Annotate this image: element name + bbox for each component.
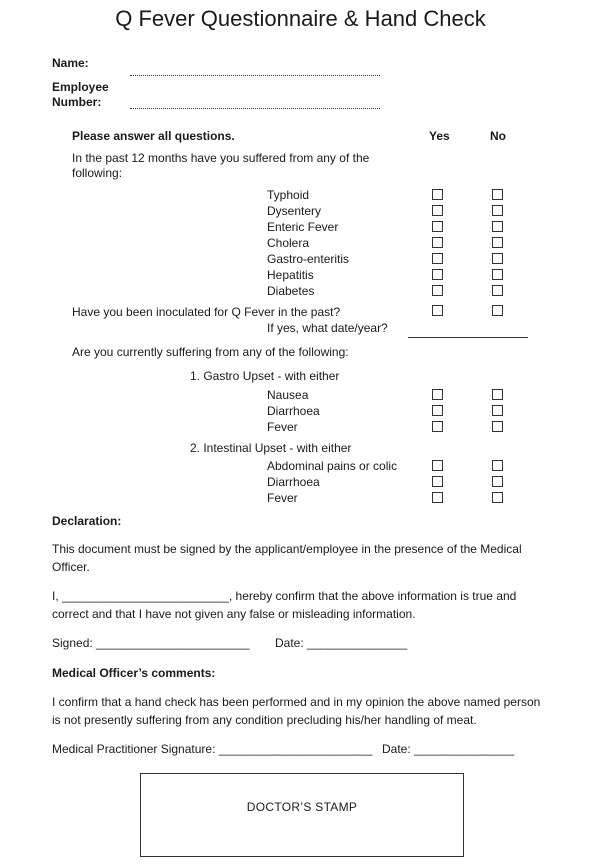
declaration-heading: Declaration: [52,514,122,528]
name-label: Name: [52,56,89,70]
no-checkbox[interactable] [492,253,503,264]
condition-label: Diabetes [267,284,315,298]
symptom-label: Fever [267,420,298,434]
question-3-group-1: 1. Gastro Upset - with either [190,369,340,383]
no-checkbox[interactable] [492,285,503,296]
no-checkbox[interactable] [492,421,503,432]
no-checkbox[interactable] [492,476,503,487]
date-year-field[interactable] [408,337,528,338]
yes-checkbox[interactable] [432,405,443,416]
question-1-line2: following: [72,166,123,180]
question-3-group-2: 2. Intestinal Upset - with either [190,441,352,455]
yes-column-header: Yes [429,129,450,143]
symptom-label: Diarrhoea [267,475,320,489]
no-checkbox[interactable] [492,205,503,216]
symptom-label: Nausea [267,388,309,402]
yes-checkbox[interactable] [432,492,443,503]
officer-comments-heading: Medical Officer’s comments: [52,666,216,680]
question-3: Are you currently suffering from any of the following: [72,345,349,359]
declaration-text-line1: This document must be signed by the applicant/employee in the presence of the Medical [52,542,522,556]
question-2-followup: If yes, what date/year? [267,321,388,335]
practitioner-signature-field[interactable]: Medical Practitioner Signature: _______________________ [52,742,373,756]
condition-label: Hepatitis [267,268,314,282]
doctors-stamp-label: DOCTOR’S STAMP [246,800,358,814]
symptom-label: Fever [267,491,298,505]
yes-checkbox[interactable] [432,269,443,280]
yes-checkbox[interactable] [432,221,443,232]
no-checkbox[interactable] [492,221,503,232]
yes-checkbox[interactable] [432,189,443,200]
no-checkbox[interactable] [492,237,503,248]
officer-text-line1: I confirm that a hand check has been performed and in my opinion the above named person [52,695,541,709]
condition-label: Cholera [267,236,310,250]
confirmation-line2: correct and that I have not given any false or misleading information. [52,607,416,621]
no-checkbox[interactable] [492,189,503,200]
condition-label: Enteric Fever [267,220,339,234]
yes-checkbox[interactable] [432,476,443,487]
yes-checkbox[interactable] [432,305,443,316]
yes-checkbox[interactable] [432,205,443,216]
no-checkbox[interactable] [492,389,503,400]
condition-label: Typhoid [267,188,310,202]
yes-checkbox[interactable] [432,237,443,248]
name-field[interactable] [130,75,380,76]
yes-checkbox[interactable] [432,285,443,296]
doctors-stamp-box [140,773,464,857]
practitioner-date-field[interactable]: Date: _______________ [382,742,515,756]
employee-label-line2: Number: [52,95,102,109]
no-checkbox[interactable] [492,460,503,471]
no-checkbox[interactable] [492,492,503,503]
yes-checkbox[interactable] [432,389,443,400]
no-checkbox[interactable] [492,269,503,280]
no-column-header: No [490,129,506,143]
no-checkbox[interactable] [492,405,503,416]
yes-checkbox[interactable] [432,460,443,471]
confirmation-line1: I, _________________________, hereby confirm that the above information is true and [52,589,517,603]
instructions: Please answer all questions. [72,129,235,143]
employee-number-field[interactable] [130,108,380,109]
signed-field[interactable]: Signed: _______________________ [52,636,250,650]
form-title: Q Fever Questionnaire & Hand Check [115,6,486,31]
symptom-label: Diarrhoea [267,404,320,418]
no-checkbox[interactable] [492,305,503,316]
officer-text-line2: is not presently suffering from any condition precluding his/her handling of meat. [52,713,477,727]
employee-label-line1: Employee [52,80,109,94]
yes-checkbox[interactable] [432,253,443,264]
yes-checkbox[interactable] [432,421,443,432]
condition-label: Gastro-enteritis [267,252,350,266]
question-1-line1: In the past 12 months have you suffered from any of the [72,151,370,165]
date-field[interactable]: Date: _______________ [275,636,408,650]
question-2: Have you been inoculated for Q Fever in the past? [72,305,341,319]
condition-label: Dysentery [267,204,322,218]
symptom-label: Abdominal pains or colic [267,459,398,473]
declaration-text-line2: Officer. [52,560,90,574]
